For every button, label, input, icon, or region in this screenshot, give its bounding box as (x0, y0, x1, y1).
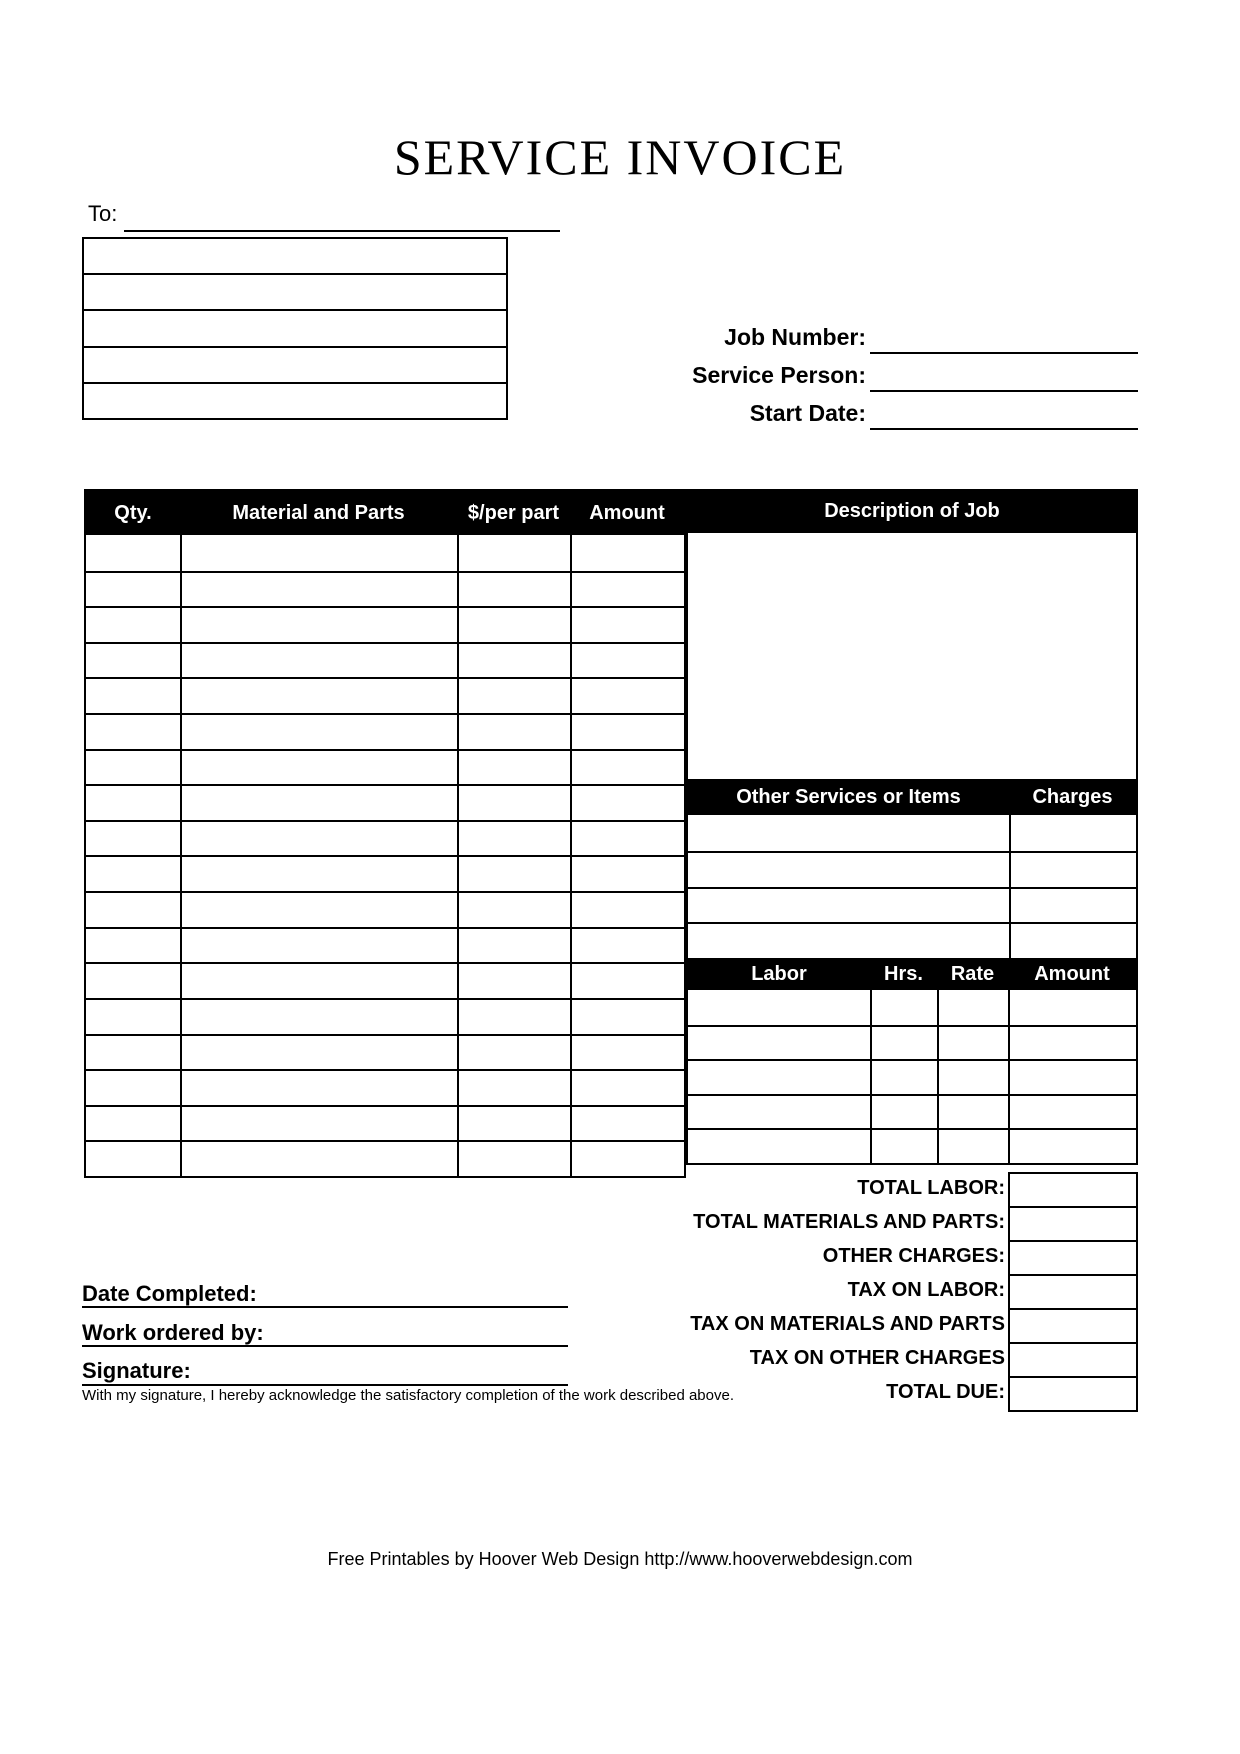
blank-cell[interactable] (570, 749, 684, 785)
footer-credit: Free Printables by Hoover Web Design http://www.hooverwebdesign.com (327, 1549, 913, 1569)
blank-cell[interactable] (1008, 1025, 1136, 1060)
blank-cell[interactable] (937, 990, 1008, 1025)
blank-cell[interactable] (180, 1069, 457, 1105)
blank-cell[interactable] (688, 1025, 870, 1060)
tax-on-other-charges-box[interactable] (1008, 1342, 1138, 1378)
blank-cell[interactable] (870, 990, 937, 1025)
description-of-job-box[interactable] (688, 533, 1136, 779)
materials-table (84, 489, 686, 1178)
blank-cell[interactable] (570, 1069, 684, 1105)
blank-cell[interactable] (86, 962, 180, 998)
date-completed-fill-line[interactable] (82, 1306, 568, 1308)
per-part-header: $/per part (467, 501, 560, 524)
blank-cell[interactable] (457, 1140, 570, 1176)
tax-on-other-charges-label: TAX ON OTHER CHARGES (749, 1346, 1005, 1369)
blank-cell[interactable] (688, 851, 1009, 887)
blank-cell[interactable] (86, 1034, 180, 1070)
blank-cell[interactable] (457, 1105, 570, 1141)
right-panel (686, 489, 1138, 1165)
blank-cell[interactable] (457, 784, 570, 820)
blank-cell[interactable] (180, 749, 457, 785)
description-of-job-header: Description of Job (688, 489, 1136, 533)
blank-cell[interactable] (570, 962, 684, 998)
blank-cell[interactable] (870, 1025, 937, 1060)
blank-cell[interactable] (570, 571, 684, 607)
hrs-header: Hrs. (884, 962, 923, 985)
signature-label: Signature: (82, 1358, 191, 1383)
blank-cell[interactable] (870, 1059, 937, 1094)
blank-cell[interactable] (180, 891, 457, 927)
blank-cell[interactable] (86, 820, 180, 856)
blank-cell[interactable] (457, 962, 570, 998)
total-due-label: TOTAL DUE: (886, 1380, 1005, 1403)
qty-header: Qty. (114, 501, 152, 524)
blank-cell[interactable] (688, 815, 1009, 851)
blank-cell[interactable] (570, 784, 684, 820)
tax-on-materials-label: TAX ON MATERIALS AND PARTS (690, 1313, 1005, 1335)
amount-header: Amount (589, 501, 665, 524)
blank-cell[interactable] (688, 990, 870, 1025)
blank-cell[interactable] (1009, 887, 1136, 923)
blank-cell[interactable] (570, 535, 684, 571)
blank-cell[interactable] (86, 1140, 180, 1176)
other-charges-label: OTHER CHARGES: (822, 1245, 1005, 1268)
blank-cell[interactable] (457, 677, 570, 713)
blank-cell[interactable] (86, 784, 180, 820)
address-row[interactable] (84, 346, 506, 382)
blank-cell[interactable] (457, 855, 570, 891)
blank-cell[interactable] (86, 713, 180, 749)
blank-cell[interactable] (457, 927, 570, 963)
blank-cell[interactable] (570, 891, 684, 927)
materials-grid (86, 535, 684, 1176)
blank-cell[interactable] (180, 535, 457, 571)
material-and-parts-header: Material and Parts (232, 501, 405, 524)
page-title: SERVICE INVOICE (393, 129, 847, 185)
blank-cell[interactable] (86, 1105, 180, 1141)
blank-cell[interactable] (937, 1025, 1008, 1060)
work-ordered-by-label: Work ordered by: (82, 1320, 264, 1345)
other-services-header: Other Services or Items (736, 785, 961, 808)
blank-cell[interactable] (937, 1094, 1008, 1129)
date-completed-label: Date Completed: (82, 1281, 257, 1306)
blank-cell[interactable] (570, 1140, 684, 1176)
blank-cell[interactable] (180, 571, 457, 607)
blank-cell[interactable] (688, 922, 1009, 958)
total-materials-box[interactable] (1008, 1206, 1138, 1242)
rate-header: Rate (950, 962, 995, 985)
blank-cell[interactable] (457, 891, 570, 927)
blank-cell[interactable] (688, 1059, 870, 1094)
total-labor-box[interactable] (1008, 1172, 1138, 1208)
blank-cell[interactable] (570, 606, 684, 642)
blank-cell[interactable] (688, 1094, 870, 1129)
total-labor-label: TOTAL LABOR: (857, 1177, 1005, 1200)
to-fill-line[interactable] (124, 230, 560, 232)
service-person-fill-line[interactable] (870, 390, 1138, 392)
tax-on-materials-box[interactable] (1008, 1308, 1138, 1344)
blank-cell[interactable] (688, 887, 1009, 923)
blank-cell[interactable] (1008, 990, 1136, 1025)
blank-cell[interactable] (86, 998, 180, 1034)
service-person-label: Service Person: (692, 362, 866, 388)
blank-cell[interactable] (457, 642, 570, 678)
blank-cell[interactable] (570, 820, 684, 856)
blank-cell[interactable] (570, 1034, 684, 1070)
address-row[interactable] (84, 273, 506, 309)
blank-cell[interactable] (570, 1105, 684, 1141)
charges-header: Charges (1032, 785, 1113, 808)
blank-cell[interactable] (180, 855, 457, 891)
address-row[interactable] (84, 382, 506, 418)
blank-cell[interactable] (457, 749, 570, 785)
tax-on-labor-box[interactable] (1008, 1274, 1138, 1310)
blank-cell[interactable] (457, 1034, 570, 1070)
blank-cell[interactable] (86, 535, 180, 571)
services-grid (688, 815, 1136, 958)
blank-cell[interactable] (457, 606, 570, 642)
acknowledgment-text: With my signature, I hereby acknowledge the satisfactory completion of the work described above. (82, 1387, 734, 1404)
blank-cell[interactable] (86, 606, 180, 642)
blank-cell[interactable] (86, 571, 180, 607)
tax-on-labor-label: TAX ON LABOR: (847, 1279, 1005, 1302)
total-due-box[interactable] (1008, 1376, 1138, 1412)
address-box[interactable] (82, 237, 508, 420)
blank-cell[interactable] (86, 855, 180, 891)
blank-cell[interactable] (457, 571, 570, 607)
blank-cell[interactable] (180, 677, 457, 713)
work-ordered-by-fill-line[interactable] (82, 1345, 568, 1347)
blank-cell[interactable] (570, 927, 684, 963)
blank-cell[interactable] (86, 927, 180, 963)
blank-cell[interactable] (570, 677, 684, 713)
blank-cell[interactable] (180, 606, 457, 642)
blank-cell[interactable] (1009, 851, 1136, 887)
blank-cell[interactable] (86, 642, 180, 678)
blank-cell[interactable] (180, 713, 457, 749)
blank-cell[interactable] (86, 891, 180, 927)
totals-boxes (1008, 1172, 1138, 1412)
blank-cell[interactable] (1008, 1094, 1136, 1129)
labor-amount-header: Amount (1034, 962, 1110, 985)
blank-cell[interactable] (870, 1094, 937, 1129)
job-number-label: Job Number: (724, 324, 866, 350)
blank-cell[interactable] (86, 749, 180, 785)
blank-cell[interactable] (570, 713, 684, 749)
blank-cell[interactable] (86, 1069, 180, 1105)
blank-cell[interactable] (180, 1034, 457, 1070)
blank-cell[interactable] (1009, 815, 1136, 851)
labor-header: Labor (751, 962, 807, 985)
blank-cell[interactable] (457, 998, 570, 1034)
blank-cell[interactable] (570, 998, 684, 1034)
other-charges-box[interactable] (1008, 1240, 1138, 1276)
blank-cell[interactable] (457, 1069, 570, 1105)
blank-cell[interactable] (180, 642, 457, 678)
blank-cell[interactable] (688, 1128, 870, 1163)
address-row[interactable] (84, 239, 506, 273)
labor-grid (688, 990, 1136, 1163)
blank-cell[interactable] (180, 962, 457, 998)
blank-cell[interactable] (180, 820, 457, 856)
blank-cell[interactable] (937, 1059, 1008, 1094)
blank-cell[interactable] (180, 998, 457, 1034)
blank-cell[interactable] (1009, 922, 1136, 958)
blank-cell[interactable] (457, 820, 570, 856)
other-services-header-row (688, 779, 1136, 815)
materials-header-row (86, 491, 684, 535)
blank-cell[interactable] (457, 713, 570, 749)
blank-cell[interactable] (570, 855, 684, 891)
blank-cell[interactable] (870, 1128, 937, 1163)
start-date-fill-line[interactable] (870, 428, 1138, 430)
address-row[interactable] (84, 309, 506, 345)
blank-cell[interactable] (570, 642, 684, 678)
blank-cell[interactable] (457, 535, 570, 571)
blank-cell[interactable] (86, 677, 180, 713)
start-date-label: Start Date: (749, 400, 866, 426)
blank-cell[interactable] (180, 927, 457, 963)
blank-cell[interactable] (1008, 1128, 1136, 1163)
signature-fill-line[interactable] (82, 1384, 568, 1386)
totals-labels (400, 1172, 1005, 1409)
blank-cell[interactable] (180, 1105, 457, 1141)
blank-cell[interactable] (180, 784, 457, 820)
blank-cell[interactable] (180, 1140, 457, 1176)
blank-cell[interactable] (937, 1128, 1008, 1163)
labor-header-row (688, 958, 1136, 990)
blank-cell[interactable] (1008, 1059, 1136, 1094)
total-materials-label: TOTAL MATERIALS AND PARTS: (693, 1211, 1005, 1234)
to-label: To: (88, 201, 118, 226)
job-number-fill-line[interactable] (870, 352, 1138, 354)
